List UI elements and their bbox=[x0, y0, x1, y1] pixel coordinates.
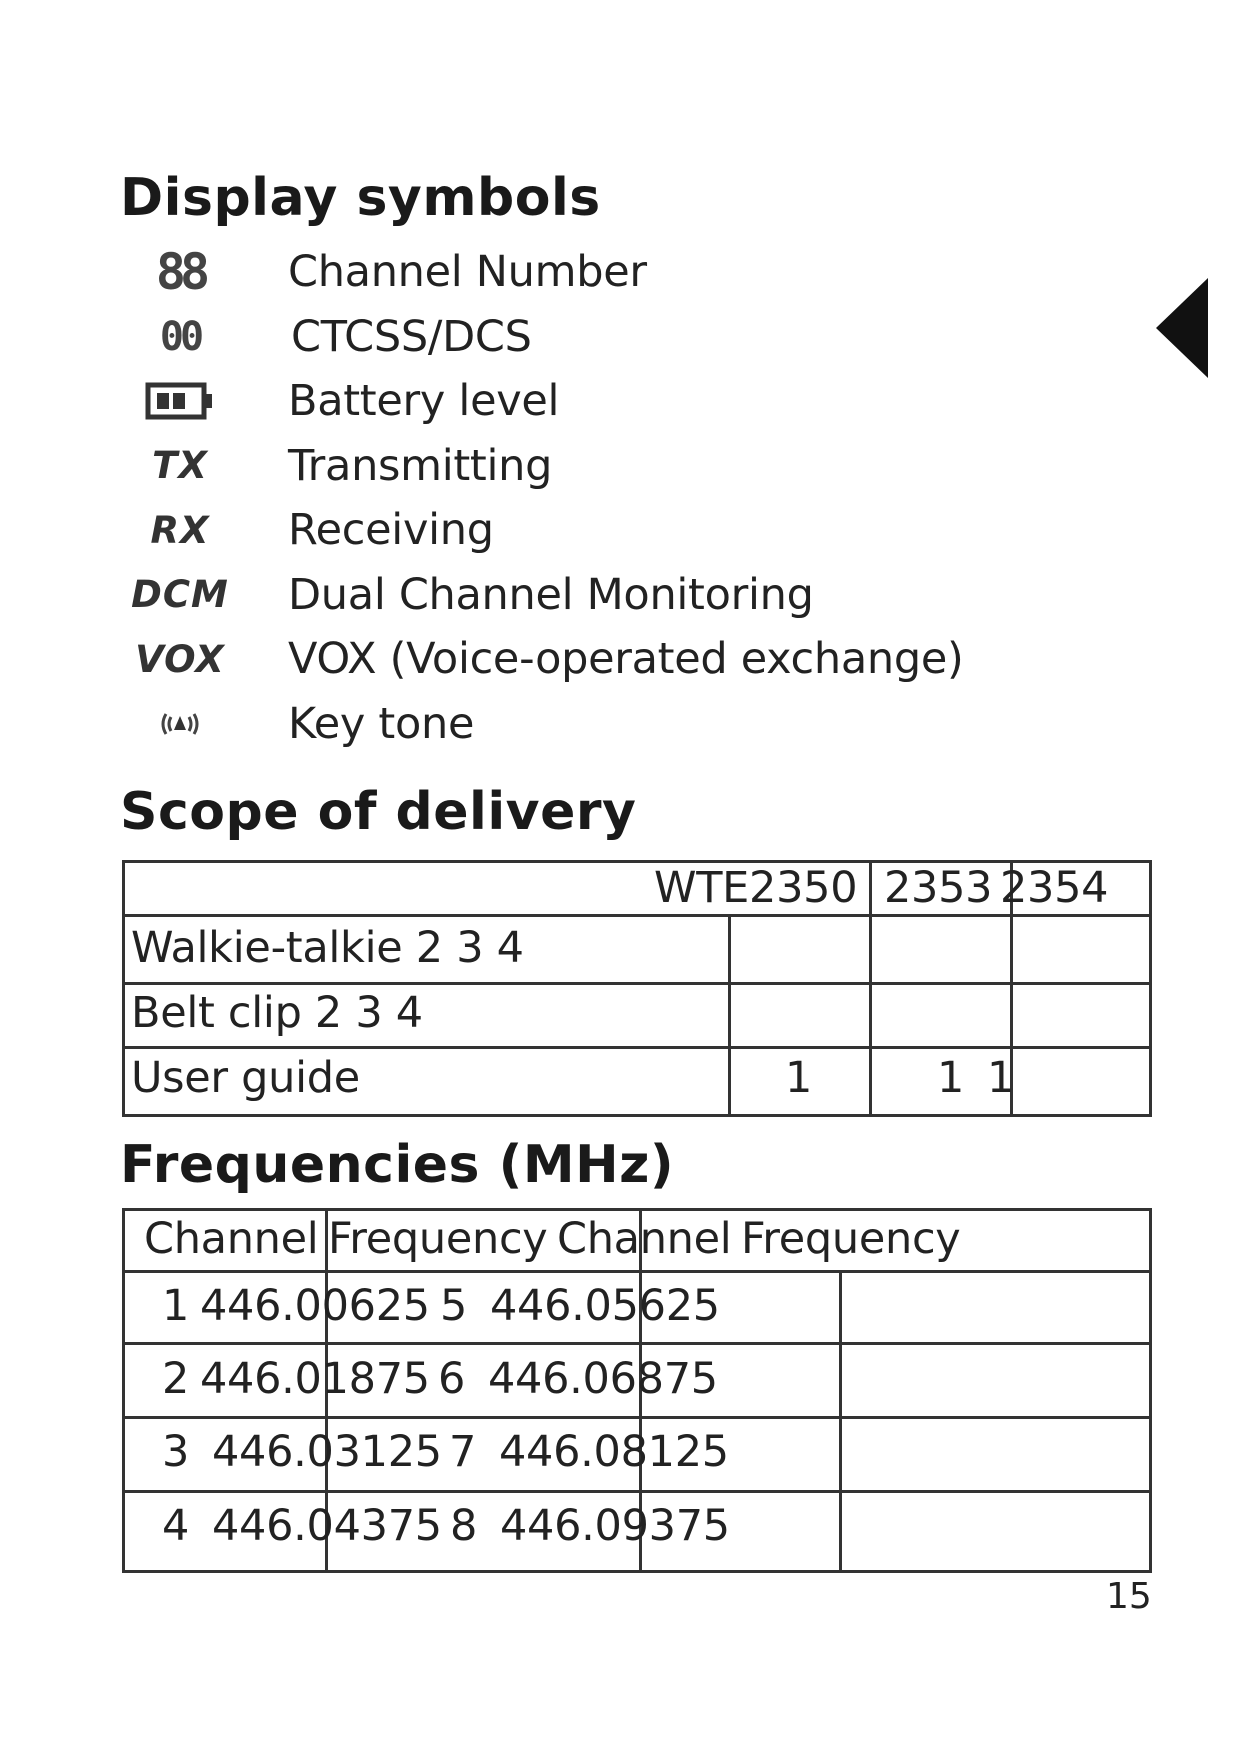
symbol-label: Channel Number bbox=[288, 247, 647, 297]
freq-channel: 5 bbox=[440, 1281, 468, 1331]
heading-scope-of-delivery: Scope of delivery bbox=[120, 782, 637, 842]
symbol-row bbox=[120, 369, 1020, 434]
freq-value: 446.06875 bbox=[488, 1354, 718, 1404]
freq-channel: 7 bbox=[449, 1427, 477, 1477]
symbol-row bbox=[120, 563, 1020, 628]
heading-display-symbols: Display symbols bbox=[120, 168, 601, 228]
display-symbols-list bbox=[120, 240, 1020, 756]
vox-icon: VOX bbox=[135, 637, 225, 681]
freq-value: 446.03125 bbox=[212, 1427, 442, 1477]
ctcss-dcs-icon: 00 bbox=[159, 313, 201, 360]
freq-header-frequency-2: Frequency bbox=[741, 1214, 961, 1264]
freq-channel: 2 bbox=[162, 1354, 190, 1404]
symbol-row bbox=[120, 240, 1020, 305]
symbol-label: Receiving bbox=[288, 505, 494, 555]
freq-header-channel-2: Channel bbox=[557, 1214, 732, 1264]
symbol-label: CTCSS/DCS bbox=[291, 311, 532, 362]
dcm-icon: DCM bbox=[131, 573, 229, 616]
tx-icon: TX bbox=[152, 444, 208, 487]
symbol-label: VOX (Voice-operated exchange) bbox=[288, 634, 964, 684]
page-number: 15 bbox=[1106, 1576, 1152, 1617]
symbol-label: Battery level bbox=[288, 376, 560, 426]
freq-value: 446.08125 bbox=[499, 1427, 729, 1477]
user-guide-qty-wte2350: 1 bbox=[785, 1053, 813, 1103]
delivery-item-user-guide: User guide bbox=[131, 1053, 360, 1103]
rx-icon: RX bbox=[150, 508, 210, 552]
user-guide-qty-2353: 1 bbox=[937, 1053, 965, 1103]
symbol-row bbox=[120, 692, 1020, 757]
freq-value: 446.00625 bbox=[200, 1281, 430, 1331]
key-tone-icon bbox=[120, 692, 240, 756]
symbol-row bbox=[120, 305, 1020, 370]
freq-header-frequency-1: Frequency bbox=[328, 1214, 548, 1264]
header-2354: 2354 bbox=[1000, 863, 1109, 913]
symbol-label: Dual Channel Monitoring bbox=[288, 569, 814, 620]
battery-icon bbox=[120, 369, 240, 433]
freq-channel: 8 bbox=[450, 1501, 478, 1551]
user-guide-qty-2354: 1 bbox=[987, 1053, 1015, 1103]
freq-value: 446.09375 bbox=[500, 1501, 730, 1551]
symbol-label: Key tone bbox=[288, 698, 475, 749]
header-model: WTE2350 bbox=[654, 863, 858, 913]
symbol-row bbox=[120, 627, 1020, 692]
page-tab-marker-icon bbox=[1156, 278, 1208, 378]
delivery-item-walkie-talkie: Walkie-talkie 2 3 4 bbox=[131, 923, 524, 973]
freq-channel: 6 bbox=[438, 1354, 466, 1404]
delivery-item-belt-clip: Belt clip 2 3 4 bbox=[131, 988, 423, 1038]
symbol-row bbox=[120, 498, 1020, 563]
freq-channel: 1 bbox=[162, 1281, 190, 1331]
symbol-row bbox=[120, 434, 1020, 499]
freq-channel: 4 bbox=[162, 1501, 190, 1551]
symbol-label: Transmitting bbox=[288, 440, 553, 491]
heading-frequencies: Frequencies (MHz) bbox=[120, 1135, 675, 1195]
freq-header-channel-1: Channel bbox=[144, 1214, 319, 1264]
freq-value: 446.01875 bbox=[200, 1354, 430, 1404]
channel-number-icon: 88 bbox=[155, 243, 205, 301]
header-2353: 2353 bbox=[884, 863, 993, 913]
freq-value: 446.04375 bbox=[212, 1501, 442, 1551]
freq-channel: 3 bbox=[162, 1427, 190, 1477]
freq-value: 446.05625 bbox=[490, 1281, 720, 1331]
